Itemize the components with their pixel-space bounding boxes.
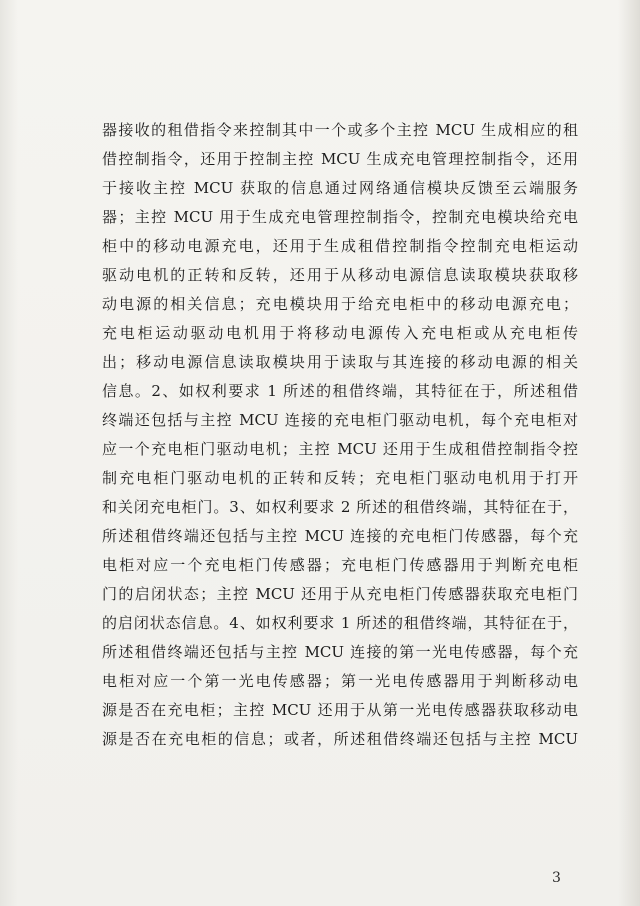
text-line: 所述租借终端还包括与主控 MCU 连接的第一光电传感器，每个充 (102, 643, 578, 661)
text-line: 门的启闭状态；主控 MCU 还用于从充电柜门传感器获取充电柜门 (102, 585, 578, 603)
text-line: 所述租借终端还包括与主控 MCU 连接的充电柜门传感器，每个充 (102, 527, 578, 545)
text-line: 出；移动电源信息读取模块用于读取与其连接的移动电源的相关 (102, 353, 578, 371)
text-line: 借控制指令，还用于控制主控 MCU 生成充电管理控制指令，还用 (102, 150, 578, 168)
text-line: 电柜对应一个第一光电传感器；第一光电传感器用于判断移动电 (102, 672, 578, 690)
text-line: 源是否在充电柜的信息；或者，所述租借终端还包括与主控 MCU (102, 730, 578, 748)
text-line: 电柜对应一个充电柜门传感器；充电柜门传感器用于判断充电柜 (102, 556, 578, 574)
scan-edge-left (0, 0, 18, 906)
text-line: 信息。2、如权利要求 1 所述的租借终端，其特征在于，所述租借 (102, 382, 578, 400)
text-line: 动电源的相关信息；充电模块用于给充电柜中的移动电源充电； (102, 295, 578, 313)
scan-edge-right (618, 0, 640, 906)
text-line: 充电柜运动驱动电机用于将移动电源传入充电柜或从充电柜传 (102, 324, 578, 342)
text-line: 制充电柜门驱动电机的正转和反转；充电柜门驱动电机用于打开 (102, 469, 578, 487)
text-line: 终端还包括与主控 MCU 连接的充电柜门驱动电机，每个充电柜对 (102, 411, 578, 429)
text-line: 和关闭充电柜门。3、如权利要求 2 所述的租借终端，其特征在于， (102, 498, 578, 516)
text-line: 源是否在充电柜；主控 MCU 还用于从第一光电传感器获取移动电 (102, 701, 578, 719)
text-line: 的启闭状态信息。4、如权利要求 1 所述的租借终端，其特征在于， (102, 614, 578, 632)
text-line: 柜中的移动电源充电，还用于生成租借控制指令控制充电柜运动 (102, 237, 578, 255)
body-text (102, 116, 578, 754)
text-line: 器接收的租借指令来控制其中一个或多个主控 MCU 生成相应的租 (102, 121, 578, 139)
text-line: 应一个充电柜门驱动电机；主控 MCU 还用于生成租借控制指令控 (102, 440, 578, 458)
text-line: 于接收主控 MCU 获取的信息通过网络通信模块反馈至云端服务 (102, 179, 578, 197)
text-line: 驱动电机的正转和反转，还用于从移动电源信息读取模块获取移 (102, 266, 578, 284)
text-line: 器；主控 MCU 用于生成充电管理控制指令，控制充电模块给充电 (102, 208, 578, 226)
page-number: 3 (552, 870, 561, 886)
